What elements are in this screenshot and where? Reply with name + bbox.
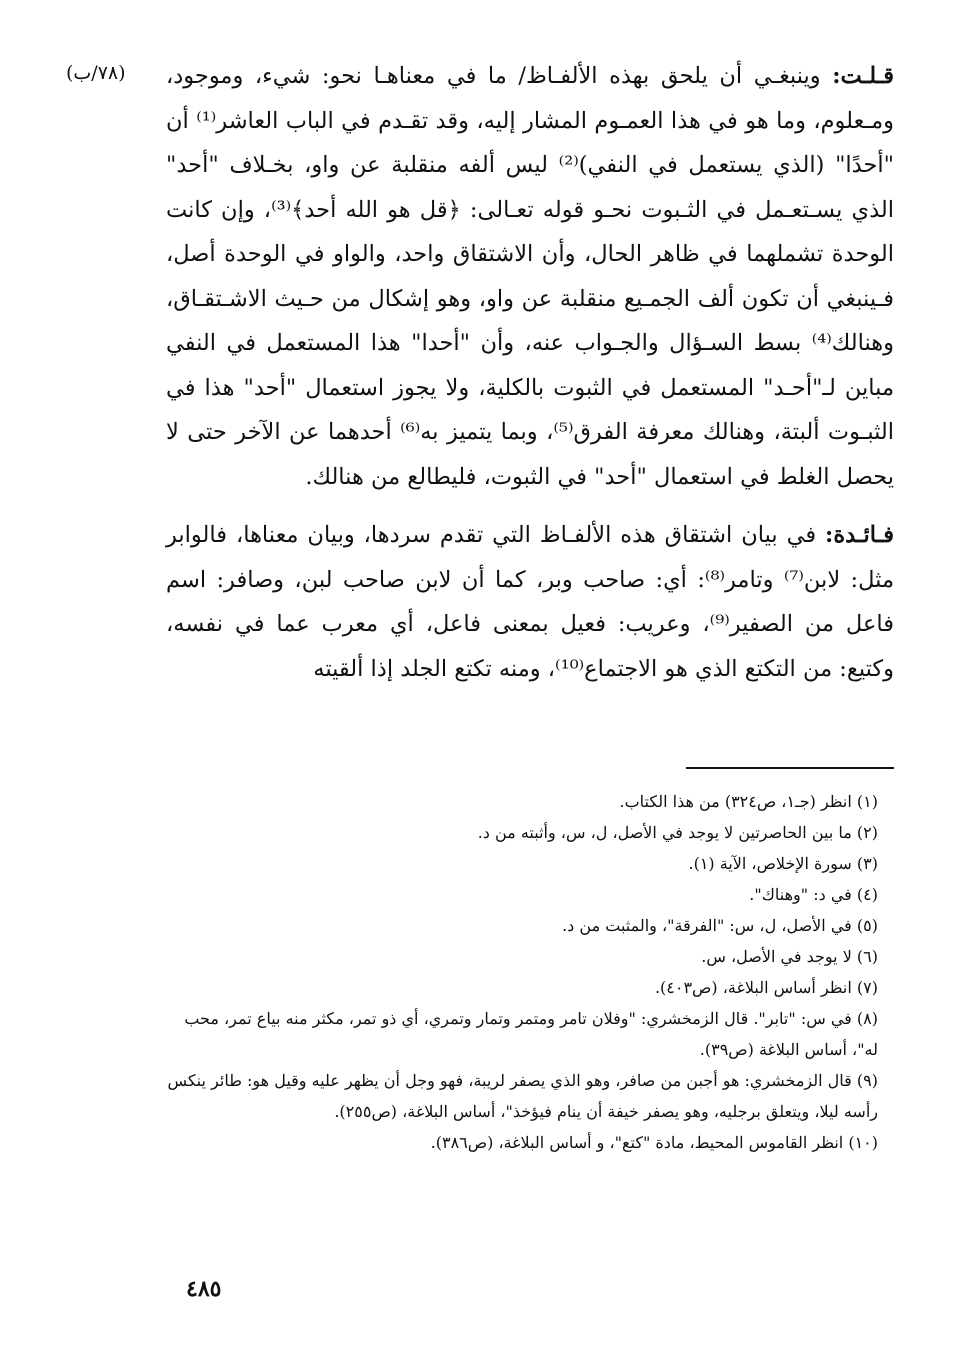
footnote-10 xyxy=(166,1127,878,1158)
footnote-8 xyxy=(166,1003,878,1065)
footnote-text: انظر (جـ١، ص٣٢٤) من هذا الكتاب. xyxy=(619,792,852,811)
footnote-text: سورة الإخلاص، الآية (١). xyxy=(688,854,852,873)
paragraph-faida xyxy=(166,513,894,691)
footnote-text: قال الزمخشري: هو أجبن من صافر، وهو الذي يصفر لريبة، فهو وجل أن يظهر عليه وقيل هو: طائر ينكس رأسه ليلا، ويتعلق برجليه، وهو يصفر خيفة أن ينام فيؤخذ"، أساس البلاغة، (ص٢٥٥). xyxy=(167,1071,878,1121)
footnote-number: (١٠) xyxy=(848,1133,878,1152)
footnote-5 xyxy=(166,910,878,941)
paragraph-qult xyxy=(166,54,894,499)
footnote-2 xyxy=(166,817,878,848)
paragraph-text: وينبغـي أن يلحق بهذه الألفـاظ/ ما في معناهـا نحو: شيء، وموجود، ومـعلوم، وما هو في هذا العمـوم المشار إليه، وقد تقـدم في الباب العاشر⁽¹⁾ أن "أحدًا" (الذي يستعمل في النفي)⁽²⁾ ليس ألفه منقلبة عن واو، بخـلاف "أحد" الذي يسـتعـمل في الثـبوت نحـو قوله تعـالى: ﴿قل هو الله أحد﴾⁽³⁾، وإن كانت الوحدة تشملهما في ظاهر الحال، وأن الاشتقاق واحد، والواو في الوحدة أصل، فـينبغي أن تكون ألف الجمـيع منقلبة عن واو، وهو إشكال من حـيث الاشـتقـاق، وهنالك⁽⁴⁾ بسط السـؤال والجـواب عنه، وأن "أحدا" هذا المستعمل في النفي مباين لـ"أحـد" المستعمل في الثبوت بالكلية، ولا يجوز استعمال "أحد" هذا في الثبـوت ألبتة، وهنالك معرفة الفرق⁽⁵⁾، وبما يتميز به⁽⁶⁾ أحدهما عن الآخر حتى لا يحصل الغلط في استعمال "أحد" في الثبوت، فليطالع من هنالك. xyxy=(166,63,895,490)
footnote-1 xyxy=(166,786,878,817)
footnote-number: (٦) xyxy=(856,947,878,966)
footnote-6 xyxy=(166,941,878,972)
footnote-number: (٤) xyxy=(856,885,878,904)
footnote-text: انظر القاموس المحيط، مادة "كتع"، و أساس البلاغة، (ص٣٨٦). xyxy=(430,1133,844,1152)
paragraph-lead-word: فـائـدة: xyxy=(825,522,894,548)
footnote-text: لا يوجد في الأصل، س. xyxy=(701,947,852,966)
footnote-text: في د: "وهناك". xyxy=(749,885,852,904)
main-text xyxy=(166,54,894,691)
footnote-text: انظر أساس البلاغة، (ص٤٠٣). xyxy=(654,978,852,997)
footnote-number: (١) xyxy=(856,792,878,811)
footnote-separator xyxy=(686,767,894,769)
footnote-3 xyxy=(166,848,878,879)
footnote-number: (٥) xyxy=(856,916,878,935)
manuscript-folio-reference: (٧٨/ب) xyxy=(66,62,126,84)
footnotes xyxy=(166,786,878,1158)
footnote-text: ما بين الحاصرتين لا يوجد في الأصل، ل، س، وأثبته من د. xyxy=(477,823,852,842)
footnote-number: (٢) xyxy=(856,823,878,842)
footnote-text: في س: "تابر". قال الزمخشري: "وفلان تامر ومتمر وتمار وتمري، أي ذو تمر، مكثر منه بياع تمر، محب له"، أساس البلاغة (ص٣٩). xyxy=(184,1009,878,1059)
footnote-text: في الأصل، ل، س: "الفرقة"، والمثبت من د. xyxy=(562,916,852,935)
footnote-number: (٧) xyxy=(856,978,878,997)
footnote-7 xyxy=(166,972,878,1003)
paragraph-text: في بيان اشتقاق هذه الألفـاظ التي تقدم سردها، وبيان معناها، فالوابر مثل: لابن⁽⁷⁾ وتامر⁽⁸⁾: أي: صاحب وبر، كما أن لابن صاحب لبن، وصافر: اسم فاعل من الصفير⁽⁹⁾، وعريب: فعيل بمعنى فاعل، أي معرب عما في نفسه، وكتيع: من التكتع الذي هو الاجتماع⁽¹⁰⁾، ومنه تكتع الجلد إذا ألقيته xyxy=(166,522,895,682)
footnote-number: (٣) xyxy=(856,854,878,873)
footnote-4 xyxy=(166,879,878,910)
footnote-number: (٨) xyxy=(856,1009,878,1028)
page-number: ٤٨٥ xyxy=(186,1276,222,1302)
footnote-number: (٩) xyxy=(856,1071,878,1090)
footnote-9 xyxy=(166,1065,878,1127)
paragraph-lead-word: قـلـت: xyxy=(832,63,894,89)
